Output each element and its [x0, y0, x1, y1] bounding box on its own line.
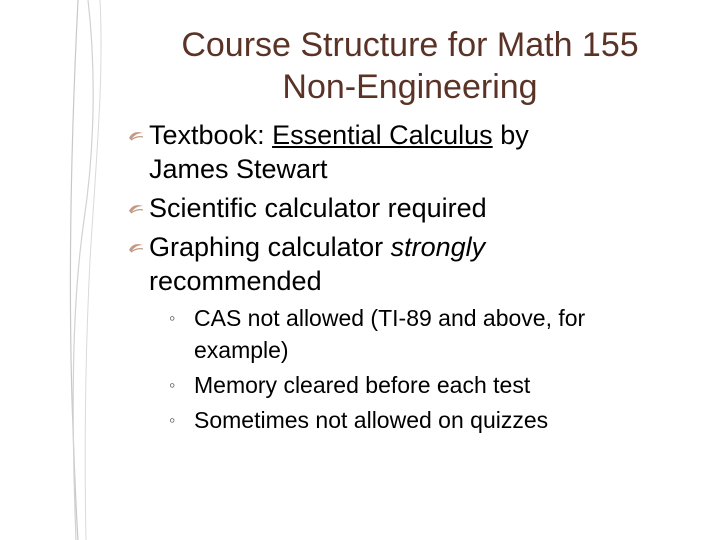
sub-bullet-cas: [149, 302, 707, 366]
bullet-list: [127, 118, 707, 441]
textbook-suffix: by: [492, 120, 529, 150]
sub-bullet-cas-line2: example): [194, 337, 289, 363]
sub-bullet-marker: ◦: [169, 375, 176, 395]
bullet-textbook: [127, 118, 707, 186]
ribbon-bullet-icon: [127, 199, 145, 217]
title-line-2: Non-Engineering: [282, 68, 538, 106]
bullet-scientific-calculator: [127, 191, 707, 225]
textbook-prefix: Textbook:: [149, 120, 273, 150]
title-line-1: Course Structure for Math 155: [181, 26, 639, 64]
textbook-title: Essential Calculus: [272, 120, 493, 150]
ribbon-bullet-icon: [127, 238, 145, 256]
sub-bullet-memory-text: Memory cleared before each test: [194, 372, 531, 398]
bullet-graphing-calculator: [127, 230, 707, 436]
graphing-calculator-emphasis: strongly: [390, 232, 486, 262]
sub-bullet-marker: ◦: [169, 410, 176, 430]
scientific-calculator-text: Scientific calculator required: [149, 193, 487, 223]
slide-title: [110, 24, 710, 108]
graphing-calculator-continuation: recommended: [149, 266, 322, 296]
ribbon-bullet-icon: [127, 126, 145, 144]
textbook-author: James Stewart: [149, 154, 328, 184]
sub-bullet-memory: [149, 369, 707, 401]
graphing-calculator-prefix: Graphing calculator: [149, 232, 391, 262]
sub-bullet-quizzes: [149, 404, 707, 436]
sub-bullet-marker: ◦: [169, 308, 176, 328]
sub-bullet-cas-line1: CAS not allowed (TI-89 and above, for: [194, 305, 586, 331]
sub-bullet-list: [149, 302, 707, 436]
sub-bullet-quizzes-text: Sometimes not allowed on quizzes: [194, 407, 549, 433]
